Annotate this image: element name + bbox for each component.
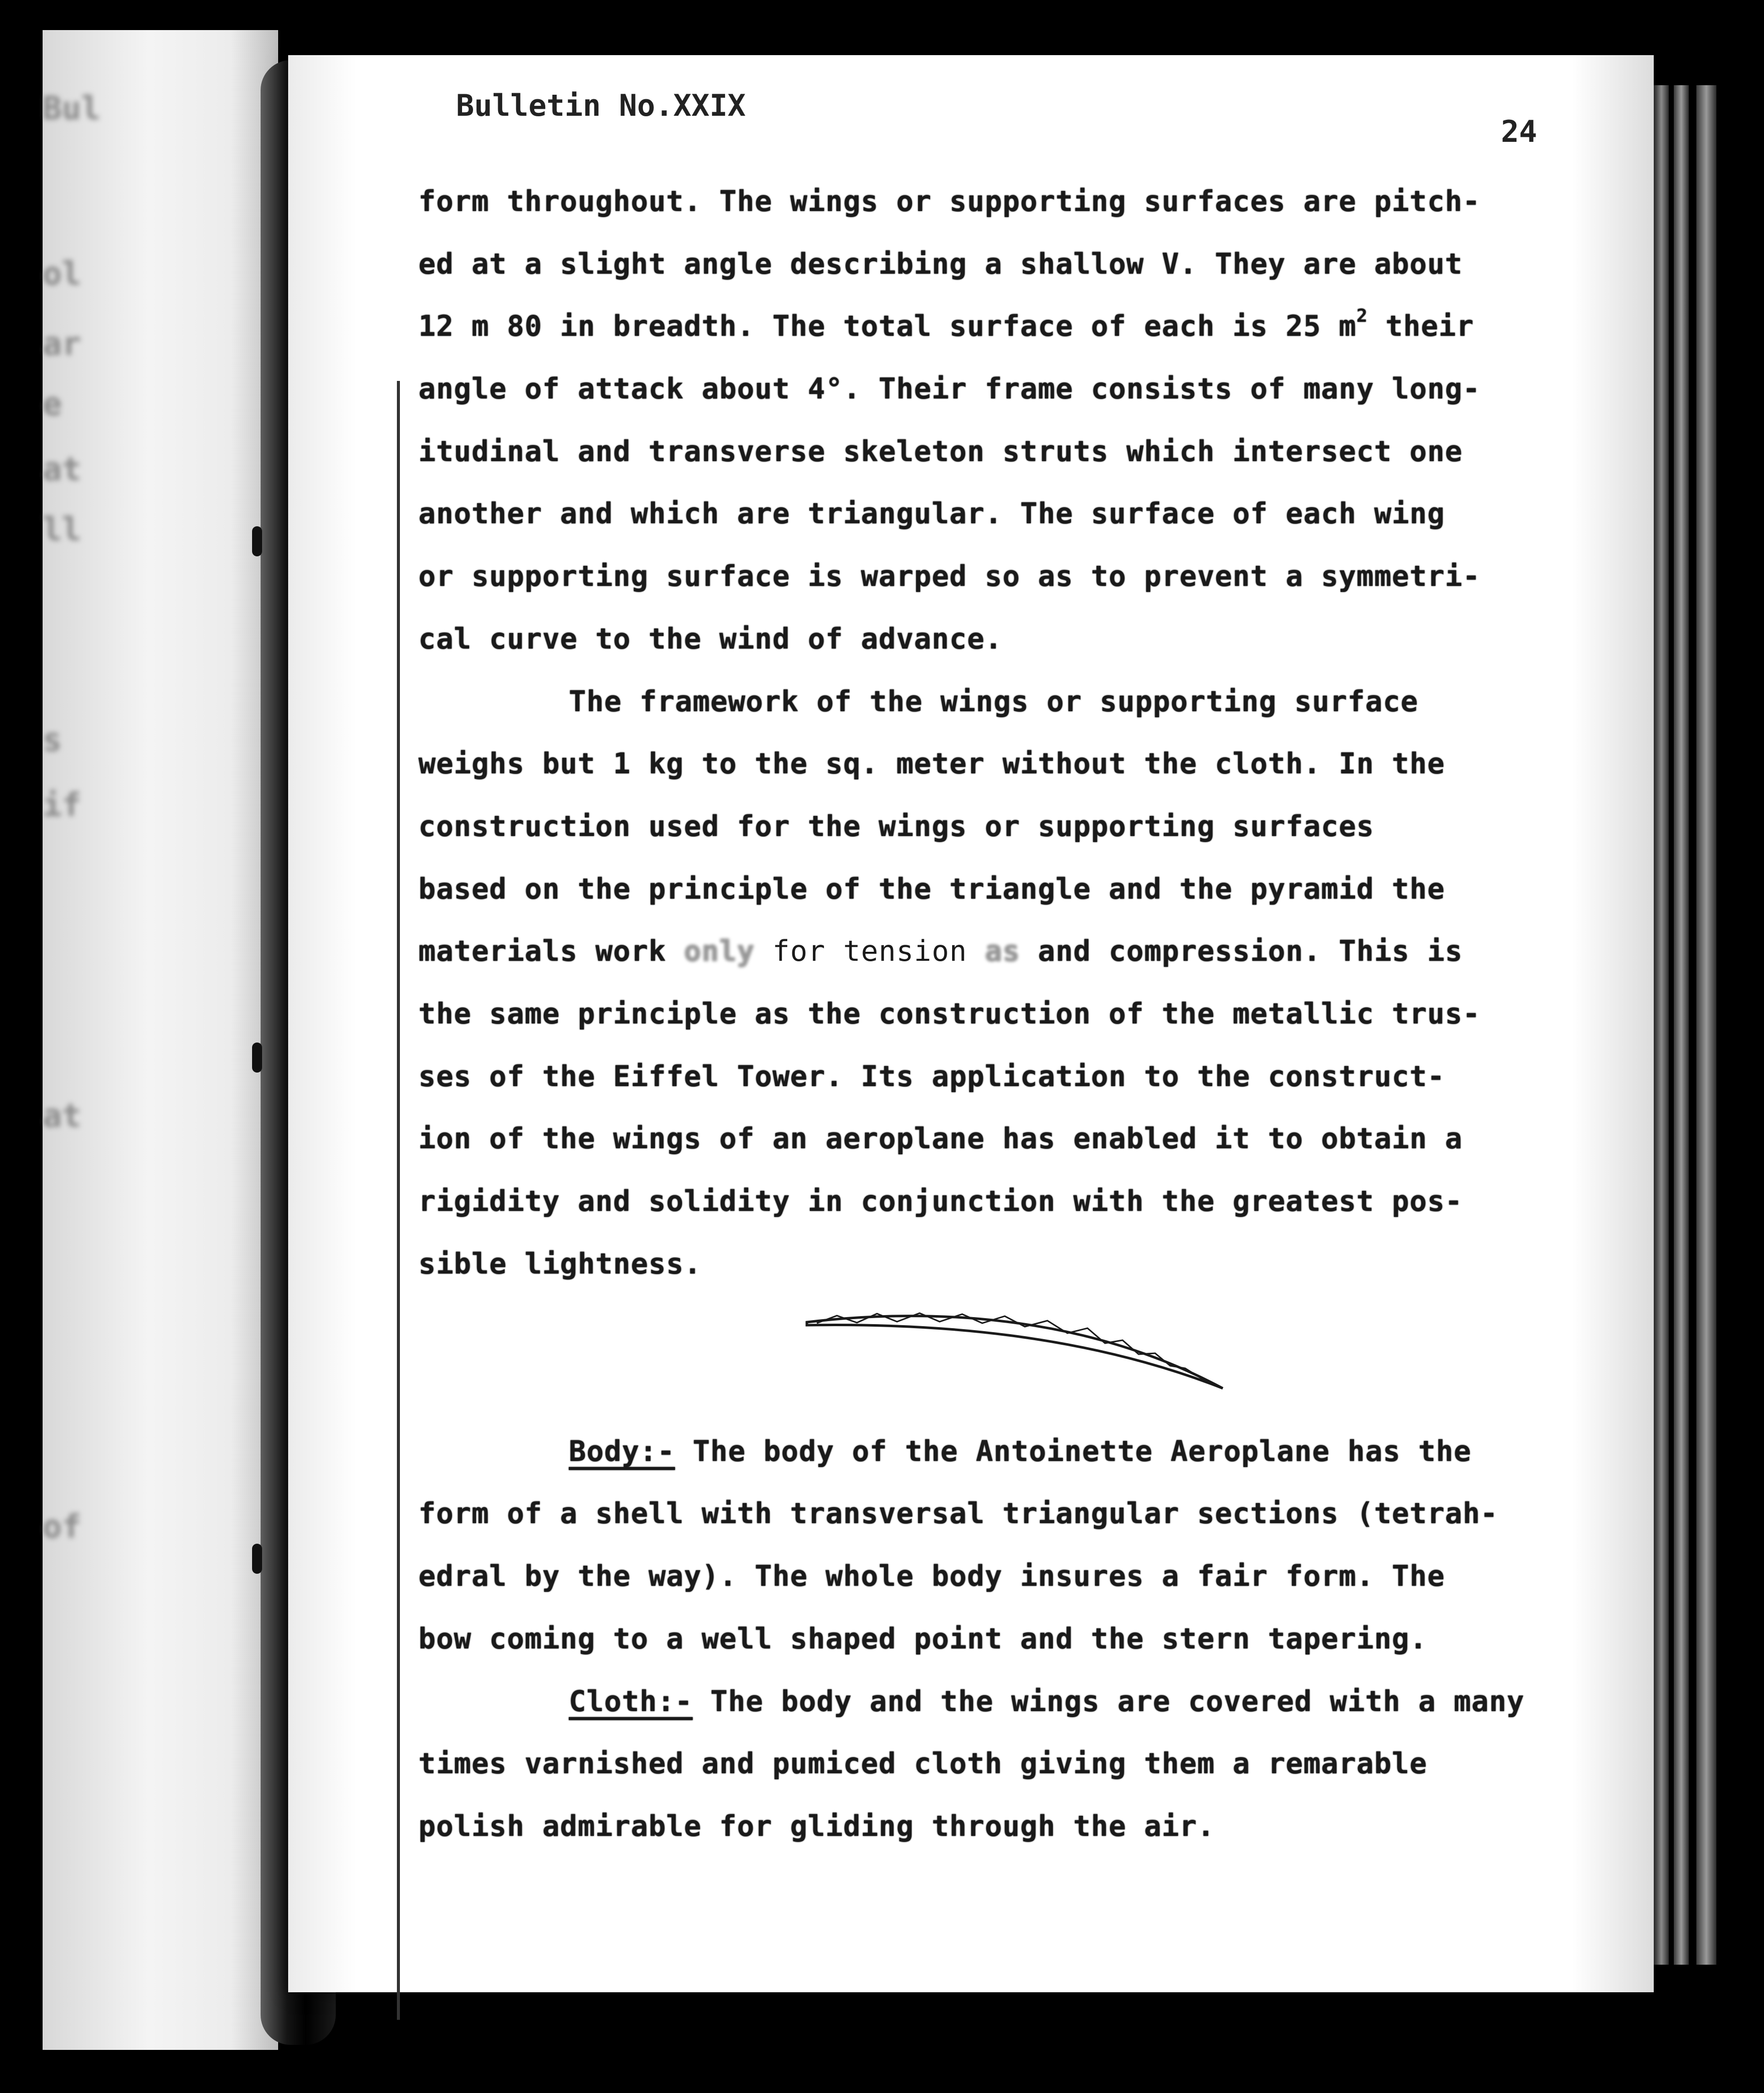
body-section-heading: Body:- [569, 1434, 675, 1468]
text-line: form throughout. The wings or supporting surfaces are pitch- [418, 185, 1481, 218]
bulletin-header: Bulletin No.XXIX [456, 88, 746, 123]
text-run: The body of the Antoinette Aeroplane has the [675, 1434, 1472, 1468]
smudged-word: as [985, 935, 1020, 968]
margin-rule [397, 381, 400, 2020]
left-page-ghost-text: Bul [43, 90, 101, 127]
left-page-ghost-text: if [43, 787, 82, 824]
text-line: ion of the wings of an aeroplane has enabled it to obtain a [418, 1122, 1463, 1156]
text-line: the same principle as the construction of the metallic trus- [418, 997, 1481, 1030]
binding-hole [252, 1544, 262, 1574]
text-line: angle of attack about 4°. Their frame consists of many long- [418, 372, 1481, 406]
wing-section-sketch [802, 1298, 1233, 1393]
text-line: weighs but 1 kg to the sq. meter without the cloth. In the [418, 747, 1445, 781]
text-line: edral by the way). The whole body insures a fair form. The [418, 1560, 1445, 1593]
text-line: construction used for the wings or supporting surfaces [418, 809, 1375, 843]
text-line: bow coming to a well shaped point and the stern tapering. [418, 1622, 1428, 1655]
text-run: for tension [772, 935, 967, 968]
text-run: their [1368, 310, 1474, 343]
page-stack-edge [1674, 85, 1689, 1965]
text-line: polish admirable for gliding through the air. [418, 1809, 1215, 1843]
text-line [418, 920, 1581, 983]
text-line: form of a shell with transversal triangular sections (tetrah- [418, 1497, 1498, 1531]
left-page-ghost-text: ar [43, 326, 82, 363]
left-page-ghost-text: ll [43, 511, 82, 548]
text-line [418, 1670, 1581, 1733]
text-line [418, 1420, 1581, 1483]
body-text [418, 170, 1581, 1858]
text-line: ed at a slight angle describing a shallow V. They are about [418, 247, 1463, 281]
text-line: ses of the Eiffel Tower. Its application to the construct- [418, 1060, 1445, 1093]
binding-hole [252, 1042, 262, 1073]
binding-hole [252, 526, 262, 556]
text-run: materials work [418, 935, 667, 968]
text-line: sible lightness. [418, 1247, 702, 1281]
left-page-ghost-text: at [43, 1098, 82, 1135]
text-run: and compression. This is [1038, 935, 1463, 968]
left-page-ghost-text: at [43, 451, 82, 488]
page-stack-edge [1654, 85, 1669, 1965]
text-line: The framework of the wings or supporting surface [569, 685, 1419, 718]
text-run: The body and the wings are covered with a many [693, 1685, 1525, 1718]
superscript: 2 [1356, 306, 1368, 327]
cloth-section-heading: Cloth:- [569, 1685, 693, 1718]
smudged-word: only [684, 935, 755, 968]
left-page-ghost-text: ol [43, 256, 82, 293]
left-page-ghost-text: e [43, 386, 62, 423]
text-line: based on the principle of the triangle and the pyramid the [418, 872, 1445, 906]
text-line: or supporting surface is warped so as to prevent a symmetri- [418, 560, 1481, 593]
text-line: another and which are triangular. The surface of each wing [418, 497, 1445, 531]
page-number: 24 [1501, 114, 1537, 149]
text-run: 12 m 80 in breadth. The total surface of each is 25 m [418, 310, 1357, 343]
text-line: itudinal and transverse skeleton struts which intersect one [418, 435, 1463, 468]
left-page-ghost-text: s [43, 722, 62, 759]
page-stack-edge [1696, 85, 1716, 1965]
text-line: cal curve to the wind of advance. [418, 622, 1003, 656]
left-page-ghost-text: of [43, 1509, 82, 1546]
text-line: times varnished and pumiced cloth giving them a remarable [418, 1747, 1428, 1781]
text-line [418, 295, 1581, 358]
text-line: rigidity and solidity in conjunction with the greatest pos- [418, 1185, 1463, 1218]
